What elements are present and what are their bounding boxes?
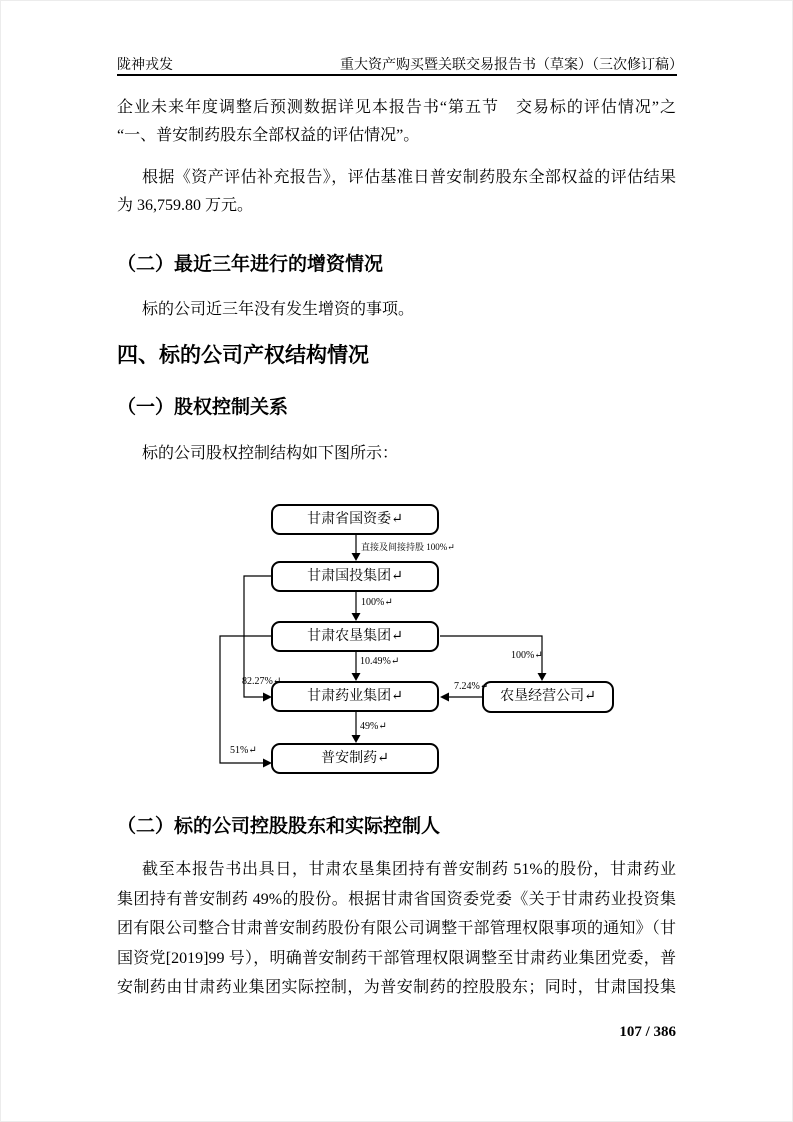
node-gansu-nongken-group: 甘肃农垦集团↵ bbox=[271, 621, 439, 652]
running-header-title: 重大资产购买暨关联交易报告书（草案）（三次修订稿） bbox=[340, 58, 683, 73]
edge-label-direct-indirect-100: 直接及间接持股 100%↵ bbox=[361, 542, 455, 552]
equity-structure-diagram bbox=[200, 495, 630, 795]
node-gansu-yaoye-group: 甘肃药业集团↵ bbox=[271, 681, 439, 712]
text-line: 截至本报告书出具日，甘肃农垦集团持有普安制药 51%的股份，甘肃药业 bbox=[142, 861, 676, 878]
paragraph-appraisal-result bbox=[117, 164, 676, 220]
paragraph-equity-control-intro bbox=[117, 440, 676, 468]
running-header-company: 陇神戎发 bbox=[117, 58, 173, 73]
text-line: 企业未来年度调整后预测数据详见本报告书“第五节 交易标的评估情况”之 bbox=[117, 99, 676, 116]
edge-label-49: 49%↵ bbox=[360, 721, 387, 732]
text-line: 安制药由甘肃药业集团实际控制，为普安制药的控股股东；同时，甘肃国投集 bbox=[117, 979, 676, 996]
heading-equity-control: （一）股权控制关系 bbox=[117, 397, 289, 418]
node-gansu-sasac: 甘肃省国资委↵ bbox=[271, 504, 439, 535]
edge-label-10-49: 10.49%↵ bbox=[360, 656, 400, 667]
text-line: 根据《资产评估补充报告》，评估基准日普安制药股东全部权益的评估结果 bbox=[142, 169, 676, 186]
edge-label-51: 51%↵ bbox=[230, 745, 257, 756]
heading-controlling-shareholder: （二）标的公司控股股东和实际控制人 bbox=[117, 816, 441, 837]
edge-label-7-24: 7.24%↵ bbox=[454, 681, 489, 692]
header-rule bbox=[117, 74, 677, 76]
text-line: 集团持有普安制药 49%的股份。根据甘肃省国资委党委《关于甘肃药业投资集 bbox=[117, 890, 676, 908]
text-line: 标的公司近三年没有发生增资的事项。 bbox=[142, 301, 415, 318]
node-puan-pharma: 普安制药↵ bbox=[271, 743, 439, 774]
page-number: 107 / 386 bbox=[619, 1024, 676, 1040]
edge-label-82-27: 82.27%↵ bbox=[242, 676, 282, 687]
node-nongken-jingying-company: 农垦经营公司↵ bbox=[482, 681, 614, 713]
paragraph-valuation-reference bbox=[117, 94, 676, 150]
text-line: 标的公司股权控制结构如下图所示： bbox=[142, 445, 399, 462]
heading-section-four: 四、标的公司产权结构情况 bbox=[117, 344, 369, 367]
text-line: 为 36,759.80 万元。 bbox=[117, 197, 254, 214]
heading-capital-increase: （二）最近三年进行的增资情况 bbox=[117, 254, 384, 275]
paragraph-capital-increase bbox=[117, 296, 676, 324]
node-gansu-guotou-group: 甘肃国投集团↵ bbox=[271, 561, 439, 592]
text-line: 国资党[2019]99 号），明确普安制药干部管理权限调整至甘肃药业集团党委，普 bbox=[117, 949, 676, 967]
text-line: 团有限公司整合甘肃普安制药股份有限公司调整干部管理权限事项的通知》（甘 bbox=[117, 920, 676, 937]
text-line: “一、普安制药股东全部权益的评估情况”。 bbox=[117, 127, 420, 144]
edge-label-100-nkjy: 100%↵ bbox=[511, 650, 543, 661]
paragraph-controlling-shareholder bbox=[117, 855, 676, 1003]
edge-label-100-guotou: 100%↵ bbox=[361, 597, 393, 608]
